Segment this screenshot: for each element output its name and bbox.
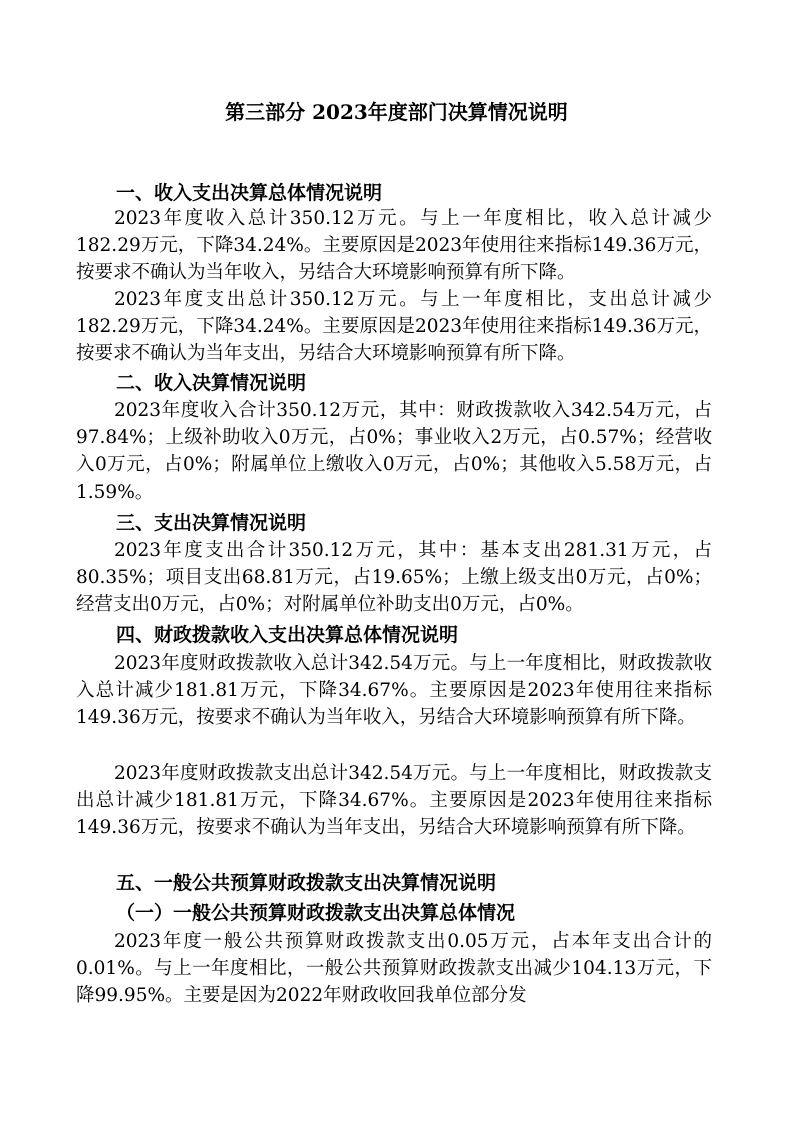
- section-3-heading: 三、支出决算情况说明: [116, 512, 307, 534]
- section-4-paragraph-1: 2023年度财政拨款收入总计342.54万元。与上一年度相比，财政拨款收入总计减少181.81万元，下降34.67%。主要原因是2023年使用往来指标149.36万元，按要求不确认为当年收入，另结合大环境影响预算有所下降。: [76, 653, 712, 729]
- section-1-heading: 一、收入支出决算总体情况说明: [116, 182, 383, 204]
- section-4-paragraph-2: 2023年度财政拨款支出总计342.54万元。与上一年度相比，财政拨款支出总计减少181.81万元，下降34.67%。主要原因是2023年使用往来指标149.36万元，按要求不确认为当年支出，另结合大环境影响预算有所下降。: [76, 763, 712, 839]
- section-5-heading: 五、一般公共预算财政拨款支出决算情况说明: [116, 872, 497, 894]
- section-4-heading: 四、财政拨款收入支出决算总体情况说明: [116, 624, 459, 646]
- section-5-paragraph-1: 2023年度一般公共预算财政拨款支出0.05万元，占本年支出合计的0.01%。与上一年度相比，一般公共预算财政拨款支出减少104.13万元，下降99.95%。主要是因为2022年财政收回我单位部分发: [76, 931, 712, 1007]
- section-5-subheading: （一）一般公共预算财政拨款支出决算总体情况: [116, 902, 516, 924]
- section-2-paragraph-1: 2023年度收入合计350.12万元，其中：财政拨款收入342.54万元，占97.84%；上级补助收入0万元，占0%；事业收入2万元，占0.57%；经营收入0万元，占0%；附属单位上缴收入0万元，占0%；其他收入5.58万元，占1.59%。: [76, 400, 712, 503]
- section-2-heading: 二、收入决算情况说明: [116, 372, 307, 394]
- section-3-paragraph-1: 2023年度支出合计350.12万元，其中：基本支出281.31万元，占80.35%；项目支出68.81万元，占19.65%；上缴上级支出0万元，占0%；经营支出0万元，占0%；对附属单位补助支出0万元，占0%。: [76, 540, 712, 616]
- section-1-paragraph-2: 2023年度支出总计350.12万元。与上一年度相比，支出总计减少182.29万元，下降34.24%。主要原因是2023年使用往来指标149.36万元，按要求不确认为当年支出，另结合大环境影响预算有所下降。: [76, 289, 712, 365]
- page-title: 第三部分 2023年度部门决算情况说明: [225, 100, 568, 124]
- section-1-paragraph-1: 2023年度收入总计350.12万元。与上一年度相比，收入总计减少182.29万元，下降34.24%。主要原因是2023年使用往来指标149.36万元，按要求不确认为当年收入，另结合大环境影响预算有所下降。: [76, 208, 712, 284]
